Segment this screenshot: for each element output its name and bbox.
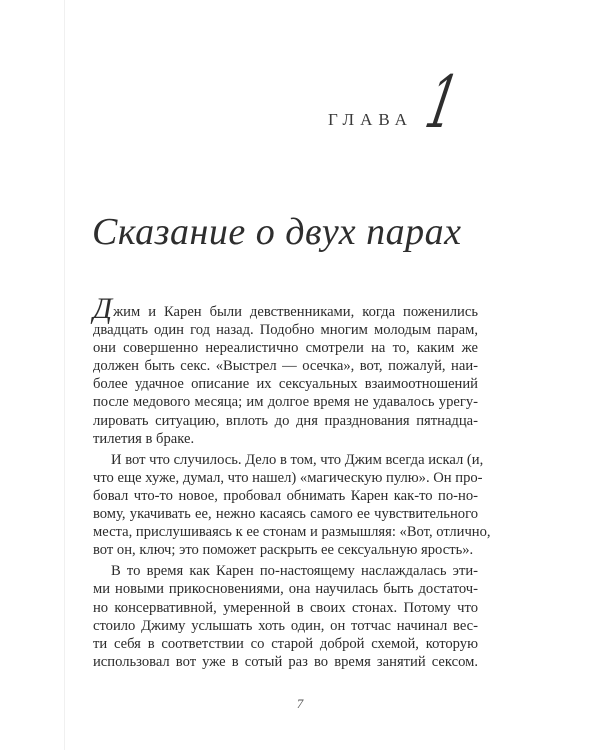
paragraph-1 [93,292,478,448]
text-line: двадцать один год назад. Подобно многим молодым парам, [93,322,478,339]
paragraph-3 [93,562,478,671]
drop-cap: Д [93,292,113,325]
chapter-label: ГЛАВА [328,110,413,129]
chapter-title: Сказание о двух парах [92,211,462,253]
text-line: после медового месяца; им долгое время не удавалось урегу- [93,394,478,411]
text-line: вому, укачивать ее, нежно касаясь самого ее чувствительного [93,506,478,523]
text-line: места, прислушиваясь к ее стонам и размышляя: «Вот, отлично, [93,524,491,541]
text-line: стоило Джиму услышать хоть один, он тотчас начинал вес- [93,617,478,634]
text-line: тилетия в браке. [93,430,195,447]
text-line: И вот что случилось. Дело в том, что Джим всегда искал (и, [111,451,484,468]
text-line: они совершенно нереалистично смотрели на то, каким же [93,340,478,357]
text-line: бовал что-то новое, пробовал обнимать Карен как-то по-но- [93,487,478,504]
text-line: ти себя в соответствии со старой доброй схемой, которую [93,635,478,652]
text-line: ми новыми прикосновениями, она научилась быть достаточ- [93,581,478,598]
text-line: но консервативной, умеренной в своих стонах. Потому что [93,599,478,616]
page-number: 7 [296,696,304,711]
text-line: должен быть секс. «Выстрел — осечка», вот, пожалуй, наи- [93,358,478,375]
text-line: жим и Карен были девственниками, когда поженились [113,304,478,320]
body-text [93,292,491,671]
chapter-heading [0,60,600,144]
text-line: лировать ситуацию, вплоть до дня празднования пятнадца- [93,412,478,429]
chapter-number: 1 [419,60,465,144]
paragraph-2 [93,451,491,560]
text-line: использовал вот уже в сотый раз во время занятий сексом. [93,653,478,670]
text-line: более удачное описание их сексуальных взаимоотношений [93,376,478,393]
text-line: что еще хуже, думал, что нашел) «магическую пулю». Он про- [93,469,483,486]
text-line: В то время как Карен по-настоящему наслаждалась эти- [111,563,478,580]
text-line: вот он, ключ; это поможет раскрыть ее сексуальную ярость». [93,542,474,559]
